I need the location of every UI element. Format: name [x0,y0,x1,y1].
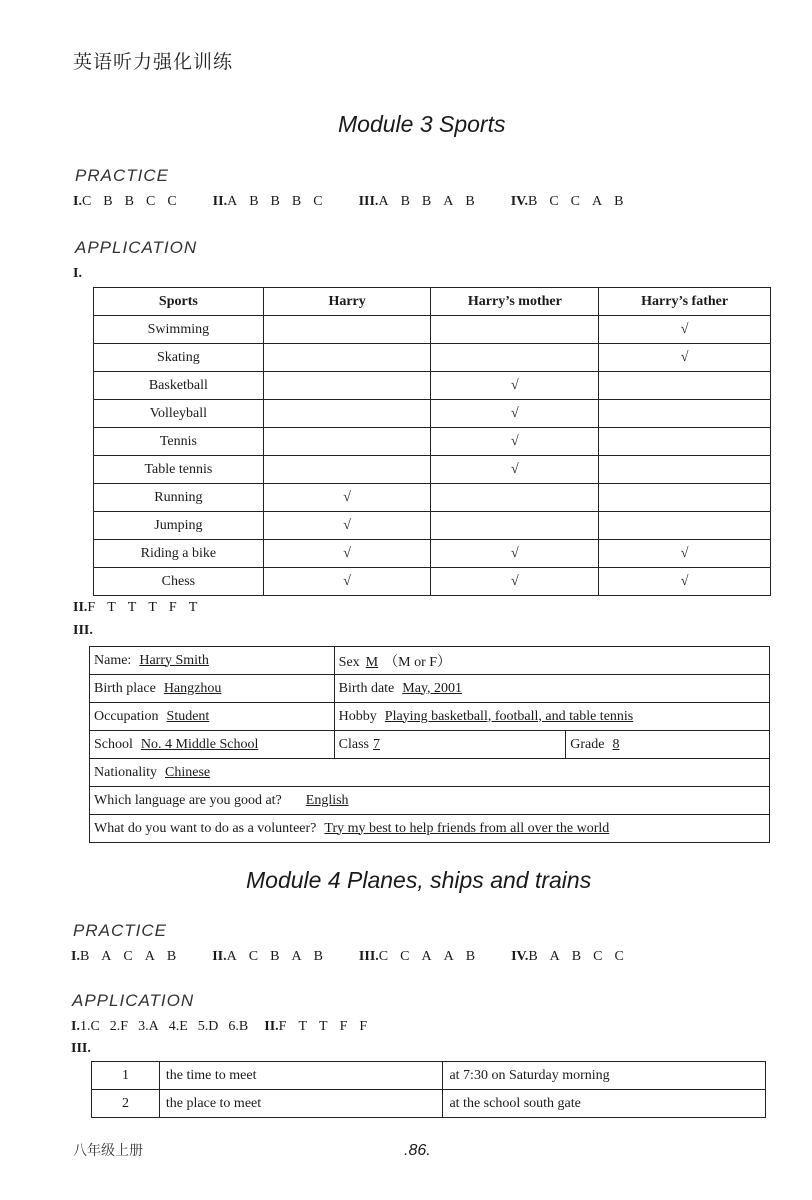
check-cell: √ [599,344,771,372]
answer-letter: B [527,194,538,209]
check-cell: √ [599,316,771,344]
part-number: III. [358,194,379,209]
part-number: II. [212,949,227,964]
answer-letter: C [378,949,389,964]
check-cell [599,512,771,540]
answer-letter: C [400,949,410,964]
field-label: Hobby [338,708,377,724]
meeting-table [91,1061,766,1118]
answer-letter: C [614,949,624,964]
check-cell [263,400,431,428]
answer-letter: A [291,949,302,964]
answer-letter: B [465,194,475,209]
personal-info-form [89,646,770,843]
answer-letter: C [593,949,603,964]
check-cell: √ [263,512,431,540]
answer-letter: A [549,949,560,964]
answer-letter: A [227,194,238,209]
match-answer: 4.E [168,1019,188,1034]
table-row [94,428,771,456]
table-row [94,456,771,484]
answer-letter: B [291,194,302,209]
answer-letter: B [614,194,624,209]
answer-letter: B [571,949,582,964]
answer-letter: B [421,194,432,209]
answer-letter: B [270,949,280,964]
sport-name-cell: Running [94,484,264,512]
table-row [92,1062,766,1090]
item-cell: the time to meet [159,1062,443,1090]
field-value: Harry Smith [139,652,209,668]
check-cell [263,428,431,456]
check-cell [431,512,599,540]
field-value: May, 2001 [402,680,463,696]
module4-practice-label: PRACTICE [73,921,167,940]
form-row [90,731,770,759]
check-cell [263,456,431,484]
answer-letter: F [339,1019,348,1034]
field-label: Birth date [338,680,395,696]
sport-name-cell: Riding a bike [94,540,264,568]
field-label: Occupation [94,708,159,724]
sport-name-cell: Table tennis [94,456,264,484]
part-number: IV. [510,194,528,209]
check-cell: √ [431,456,599,484]
answer-letter: B [124,194,134,209]
answer-letter: B [249,194,259,209]
table-row [94,400,771,428]
answer-letters [379,949,487,964]
answer-cell: at the school south gate [443,1090,766,1118]
module4-part3-number: III. [71,1041,91,1056]
form-row [90,647,770,675]
field-label: What do you want to do as a volunteer? [94,820,317,836]
table-row [94,372,771,400]
part-number: II. [73,600,88,615]
answer-letter: B [270,194,280,209]
check-cell [599,428,771,456]
sport-name-cell: Tennis [94,428,264,456]
field-value: 7 [373,736,381,752]
field-label: Class [338,736,370,752]
answer-letters [528,194,636,209]
answer-letter: A [226,949,237,964]
form-cell-birthdate [334,675,769,703]
sports-table [93,287,771,596]
field-value: 8 [612,736,620,752]
answer-letter: A [378,194,389,209]
answer-letter: A [443,194,454,209]
answer-letters [378,194,486,209]
module3-title: Module 3 Sports [338,111,506,137]
check-cell: √ [263,568,431,596]
check-cell: √ [263,484,431,512]
sport-name-cell: Swimming [94,316,264,344]
part-number: IV. [511,949,529,964]
answer-letter: C [81,194,92,209]
match-answer: 2.F [109,1019,129,1034]
sport-name-cell: Jumping [94,512,264,540]
form-row [90,675,770,703]
field-label: Nationality [94,764,157,780]
answer-letter: B [166,949,177,964]
answer-letter: B [79,949,90,964]
field-label: Name: [94,652,132,668]
answer-letter: T [319,1019,328,1034]
part-number: I. [71,949,80,964]
answer-group [511,194,636,210]
answer-letter: C [549,194,559,209]
check-cell: √ [431,428,599,456]
page-number: .86. [404,1142,431,1159]
part-number: II. [212,194,228,209]
answer-letter: T [148,600,157,615]
table-row [94,344,771,372]
answer-group [359,949,487,965]
answer-letter: B [465,949,476,964]
answer-group [71,949,188,965]
answer-group [359,194,487,210]
field-value: Student [166,708,210,724]
table-row [94,540,771,568]
module3-part3-number: III. [73,623,93,638]
answer-letter: B [528,949,538,964]
answer-letters [528,949,636,964]
form-cell-name [90,647,335,675]
check-cell: √ [599,568,771,596]
module4-title: Module 4 Planes, ships and trains [246,867,592,893]
row-number-cell: 1 [92,1062,160,1090]
answer-letter: T [188,600,198,615]
answer-letter: B [400,194,410,209]
check-cell [599,484,771,512]
answer-letter: A [144,949,155,964]
form-row [90,787,770,815]
part-number: III. [358,949,379,964]
answer-group [73,194,189,210]
answer-group [212,949,335,965]
answer-letter: C [145,194,156,209]
answer-letter: A [592,194,603,209]
answer-letters [227,194,335,209]
match-answer: 5.D [197,1019,219,1034]
answer-letter: C [123,949,133,964]
module3-part2-answers [73,600,209,616]
field-value: English [305,792,349,808]
table-row [92,1090,766,1118]
table-header: Harry [263,288,431,316]
field-label: School [94,736,133,752]
sport-name-cell: Skating [94,344,264,372]
field-value: Hangzhou [163,680,222,696]
form-cell-grade [566,731,770,759]
form-cell-birthplace [90,675,335,703]
answer-letter: B [103,194,113,209]
sport-name-cell: Chess [94,568,264,596]
form-cell-hobby [334,703,769,731]
answer-letter: T [298,1019,308,1034]
check-cell [599,372,771,400]
form-row [90,703,770,731]
form-cell-sex [334,647,769,675]
table-header: Harry’s father [599,288,771,316]
check-cell: √ [431,400,599,428]
answer-letter: T [107,600,116,615]
answer-letters [82,194,189,209]
form-cell-school [90,731,335,759]
sport-name-cell: Volleyball [94,400,264,428]
check-cell: √ [431,372,599,400]
answer-letter: C [570,194,581,209]
table-row [94,316,771,344]
field-label: Birth place [94,680,156,696]
field-value: Playing basketball, football, and table tennis [384,708,634,724]
part-number: II. [264,1019,279,1034]
match-answer: 3.A [138,1019,159,1034]
form-cell-language [90,787,770,815]
part-number: I. [73,194,82,209]
module3-practice-answers [73,194,659,210]
answer-letters [80,949,188,964]
form-cell-occupation [90,703,335,731]
form-row [90,759,770,787]
answer-letter: A [101,949,112,964]
module3-application-label: APPLICATION [75,238,198,257]
module4-application-label: APPLICATION [72,991,195,1010]
check-cell [431,344,599,372]
answer-letter: A [443,949,454,964]
check-cell [263,344,431,372]
answer-letters [227,949,335,964]
field-value: Try my best to help friends from all over the world [324,820,610,836]
module4-practice-answers [71,949,660,965]
answer-letter: T [127,600,137,615]
field-value: Chinese [165,764,211,780]
check-cell [599,400,771,428]
check-cell [599,456,771,484]
table-header: Sports [94,288,264,316]
field-label: Which language are you good at? [94,792,282,808]
match-answer: 6.B [228,1019,249,1034]
check-cell [263,372,431,400]
field-label: Grade [570,736,605,752]
check-cell: √ [431,568,599,596]
module3-part1-number: I. [73,266,82,281]
answer-letter: C [313,194,323,209]
check-cell [263,316,431,344]
field-hint: （M or F） [384,654,452,670]
table-row [94,568,771,596]
form-cell-class [334,731,566,759]
form-cell-volunteer [90,815,770,843]
match-answer: 1.C [79,1019,100,1034]
answer-letter: F [87,600,96,615]
answer-letter: A [421,949,432,964]
table-header: Harry’s mother [431,288,599,316]
sports-table-header-row [94,288,771,316]
part-number: I. [71,1019,80,1034]
module3-practice-label: PRACTICE [75,166,169,185]
check-cell [431,484,599,512]
answer-letter: C [248,949,259,964]
answer-letter: F [168,600,177,615]
form-cell-nationality [90,759,770,787]
sport-name-cell: Basketball [94,372,264,400]
field-value: M [365,654,379,670]
table-row [94,484,771,512]
field-value: No. 4 Middle School [140,736,259,752]
form-row [90,815,770,843]
footer-grade-label: 八年级上册 [73,1143,143,1159]
check-cell: √ [599,540,771,568]
table-row [94,512,771,540]
module4-application-answers [71,1019,379,1035]
answer-group [213,194,335,210]
row-number-cell: 2 [92,1090,160,1118]
answer-group [511,949,636,965]
check-cell [431,316,599,344]
answer-letter: F [278,1019,287,1034]
answer-cell: at 7:30 on Saturday morning [443,1062,766,1090]
item-cell: the place to meet [159,1090,443,1118]
check-cell: √ [431,540,599,568]
check-cell: √ [263,540,431,568]
field-label: Sex [338,654,360,670]
book-title: 英语听力强化训练 [73,51,234,73]
answer-letter: C [167,194,177,209]
answer-letter: B [313,949,323,964]
answer-letter: F [359,1019,368,1034]
